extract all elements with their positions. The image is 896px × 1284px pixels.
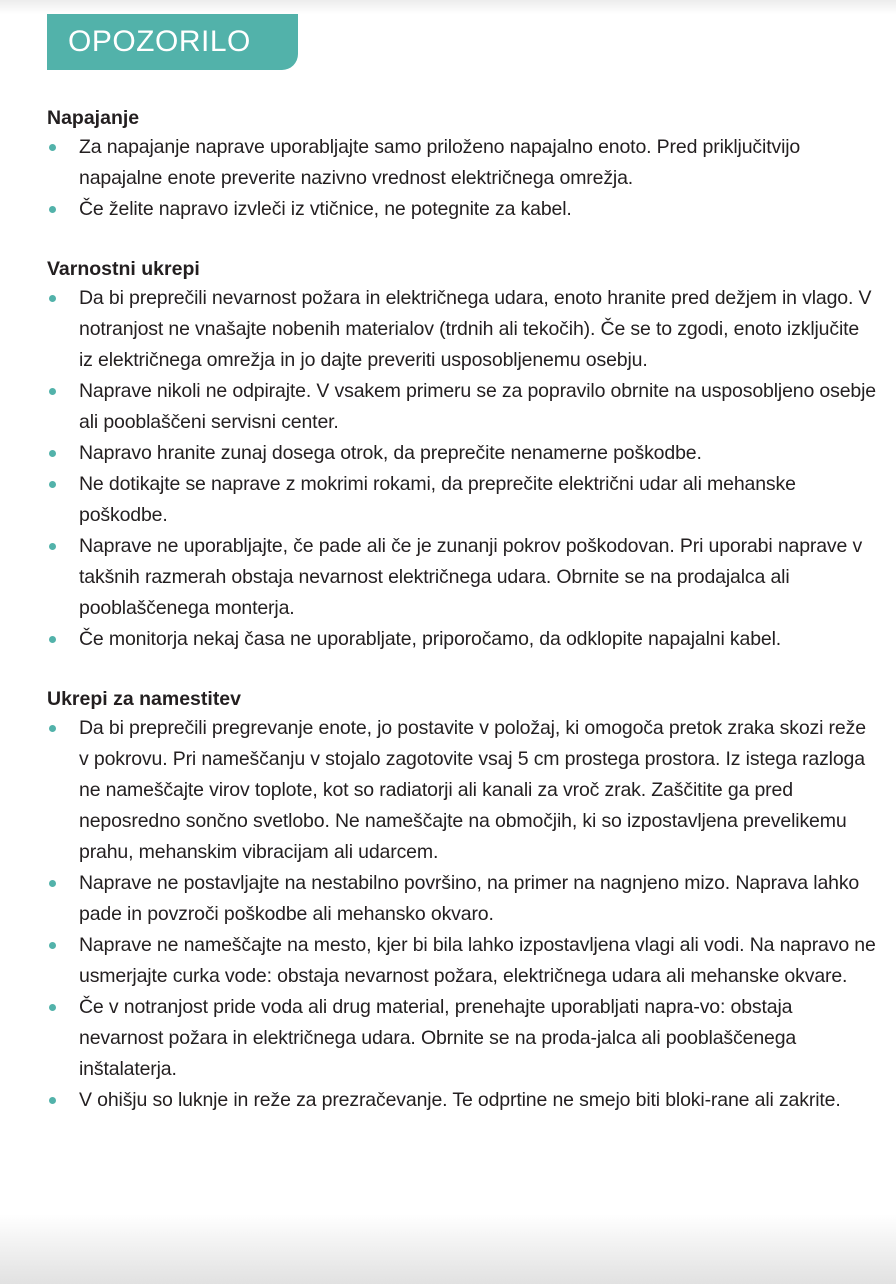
list-item-text: Če monitorja nekaj časa ne uporabljate, priporočamo, da odklopite napajalni kabel. [79, 628, 782, 650]
bullet-dot-icon [49, 942, 56, 949]
section-heading: Varnostni ukrepi [47, 258, 200, 280]
list-item [47, 132, 877, 194]
bullet-list [47, 132, 877, 225]
warning-title: OPOZORILO [68, 25, 251, 58]
document-body [47, 104, 877, 1146]
section-heading: Napajanje [47, 107, 140, 129]
list-item [47, 868, 877, 930]
list-item [47, 930, 877, 992]
bullet-list [47, 713, 877, 1116]
list-item [47, 713, 877, 868]
list-item [47, 469, 877, 531]
warning-banner [47, 14, 298, 70]
section-heading: Ukrepi za namestitev [47, 688, 242, 710]
list-item [47, 624, 877, 655]
bullet-dot-icon [49, 543, 56, 550]
list-item [47, 194, 877, 225]
list-item [47, 376, 877, 438]
bullet-dot-icon [49, 144, 56, 151]
bullet-dot-icon [49, 295, 56, 302]
top-edge-shadow [0, 0, 896, 14]
list-item-text: Naprave nikoli ne odpirajte. V vsakem primeru se za popravilo obrnite na usposobljeno osebje ali pooblaščeni servisni center. [79, 380, 876, 433]
list-item-text: V ohišju so luknje in reže za prezračevanje. Te odprtine ne smejo biti bloki-rane ali zakrite. [79, 1089, 841, 1111]
bullet-dot-icon [49, 450, 56, 457]
list-item [47, 1085, 877, 1116]
list-item-text: Naprave ne uporabljajte, če pade ali če je zunanji pokrov poškodovan. Pri uporabi naprave v takšnih razmerah obstaja nevarnost električnega udara. Obrnite se na prodajalca ali pooblaščenega monterja. [79, 535, 863, 619]
list-item-text: Za napajanje naprave uporabljajte samo priloženo napajalno enoto. Pred priključitvijo napajalne enote preverite nazivno vrednost električnega omrežja. [79, 136, 801, 189]
list-item [47, 283, 877, 376]
bullet-dot-icon [49, 206, 56, 213]
bullet-dot-icon [49, 1004, 56, 1011]
list-item [47, 992, 877, 1085]
list-item-text: Če želite napravo izvleči iz vtičnice, ne potegnite za kabel. [79, 198, 572, 220]
section-safety-measures [47, 255, 877, 655]
bullet-dot-icon [49, 481, 56, 488]
bullet-list [47, 283, 877, 655]
bullet-dot-icon [49, 880, 56, 887]
section-installation-measures [47, 685, 877, 1116]
list-item-text: Da bi preprečili pregrevanje enote, jo postavite v položaj, ki omogoča pretok zraka skozi reže v pokrovu. Pri nameščanju v stojalo zagotovite vsaj 5 cm prostega prostora. Iz istega razloga ne nameščajte virov toplote, kot so radiatorji ali kanali za vroč zrak. Zaščitite ga pred neposredno sončno svetlobo. Ne nameščajte na območjih, ki so izpostavljena prevelikemu prahu, mehanskim vibracijam ali udarcem. [79, 717, 866, 863]
bullet-dot-icon [49, 725, 56, 732]
bottom-edge-shadow [0, 1214, 896, 1284]
list-item [47, 531, 877, 624]
list-item-text: Če v notranjost pride voda ali drug material, prenehajte uporabljati napra-vo: obstaja nevarnost požara in električnega udara. Obrnite se na proda-jalca ali pooblaščenega inštalaterja. [79, 996, 797, 1080]
bullet-dot-icon [49, 636, 56, 643]
list-item-text: Naprave ne postavljajte na nestabilno površino, na primer na nagnjeno mizo. Naprava lahko pade in povzroči poškodbe ali mehansko okvaro. [79, 872, 860, 925]
list-item-text: Ne dotikajte se naprave z mokrimi rokami, da preprečite električni udar ali mehanske poškodbe. [79, 473, 796, 526]
bullet-dot-icon [49, 388, 56, 395]
list-item [47, 438, 877, 469]
bullet-dot-icon [49, 1097, 56, 1104]
list-item-text: Napravo hranite zunaj dosega otrok, da preprečite nenamerne poškodbe. [79, 442, 702, 464]
list-item-text: Naprave ne nameščajte na mesto, kjer bi bila lahko izpostavljena vlagi ali vodi. Na napravo ne usmerjajte curka vode: obstaja nevarnost požara, električnega udara ali mehanske okvare. [79, 934, 876, 987]
list-item-text: Da bi preprečili nevarnost požara in električnega udara, enoto hranite pred dežjem in vlago. V notranjost ne vnašajte nobenih materialov (trdnih ali tekočih). Če se to zgodi, enoto izključite iz električnega omrežja in jo dajte preveriti usposobljenemu osebju. [79, 287, 872, 371]
section-power [47, 104, 877, 225]
